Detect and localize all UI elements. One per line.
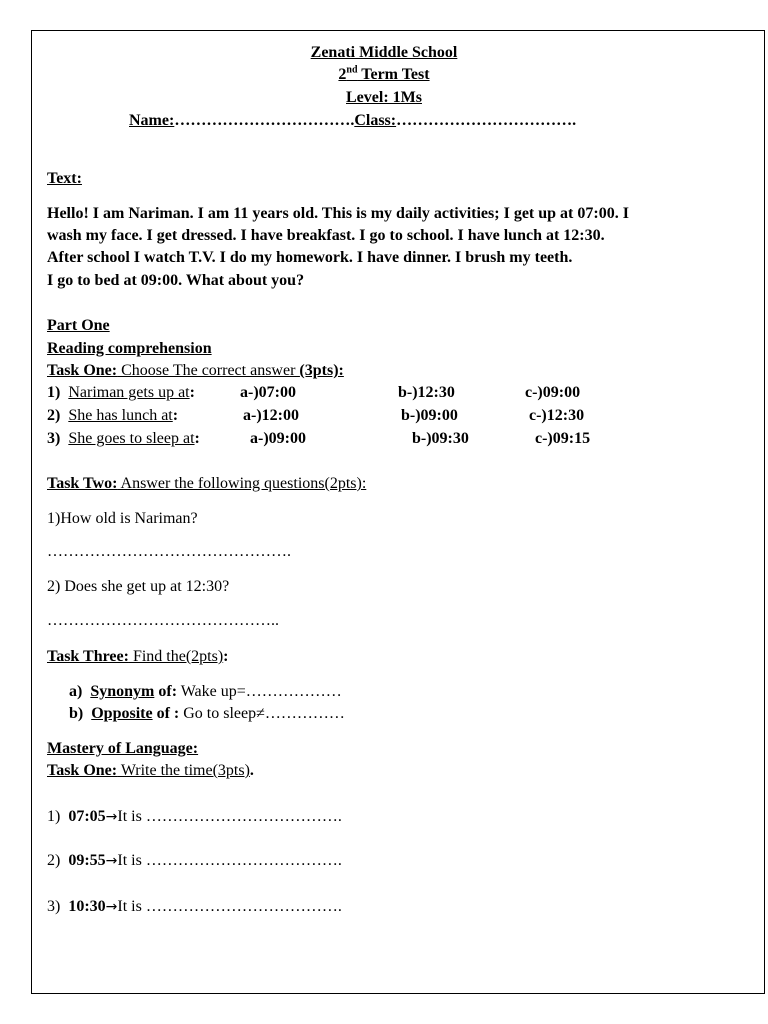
question-1-option-c[interactable]: c-)09:00	[525, 384, 581, 401]
text-heading	[47, 170, 82, 188]
question-3	[47, 430, 200, 448]
mastery-task-one-label: Task One:	[47, 762, 118, 779]
question-3-colon: :	[194, 430, 200, 447]
reading-comprehension-text: Reading comprehension	[47, 340, 212, 357]
task-two-answer-2-blank[interactable]: ……………………………………..	[47, 612, 279, 629]
mastery-title	[47, 740, 198, 758]
reading-comprehension-title	[47, 340, 212, 358]
mastery-title-text: Mastery of Language:	[47, 740, 199, 757]
task-three-colon: :	[223, 648, 229, 665]
task-three-item-b	[69, 705, 345, 723]
task-three-instruction: Find the(2pts)	[128, 648, 224, 665]
term-rest: Term Test	[357, 66, 430, 83]
question-3-stem: She goes to sleep at	[68, 430, 195, 447]
question-3-number: 3)	[47, 430, 61, 447]
arrow-right-icon: →	[105, 899, 118, 915]
question-1-colon: :	[189, 384, 195, 401]
time-item-1-number: 1)	[47, 808, 61, 825]
school-name-text: Zenati Middle School	[310, 44, 458, 61]
part-one-title	[47, 317, 110, 335]
task-two-question-2: 2) Does she get up at 12:30?	[47, 578, 230, 595]
arrow-right-icon: →	[105, 809, 118, 825]
question-1-option-b[interactable]: b-)12:30	[398, 384, 455, 401]
task-three-heading	[47, 648, 229, 666]
term-number: 2	[338, 66, 347, 83]
question-1	[47, 384, 195, 402]
task-one-points: (3pts):	[299, 362, 344, 379]
class-label: Class:	[354, 112, 397, 129]
item-a-letter: a)	[69, 683, 83, 700]
question-1-stem: Nariman gets up at	[68, 384, 190, 401]
task-two-label: Task Two:	[47, 475, 118, 492]
question-2-option-a[interactable]: a-)12:00	[243, 407, 299, 424]
question-2-stem: She has lunch at	[68, 407, 173, 424]
question-3-option-b[interactable]: b-)09:30	[412, 430, 469, 447]
question-1-option-a[interactable]: a-)07:00	[240, 384, 296, 401]
question-2-number: 2)	[47, 407, 61, 424]
question-2-colon: :	[172, 407, 179, 424]
class-blank[interactable]: …………………………….	[396, 112, 577, 129]
task-three-item-a	[69, 683, 342, 701]
text-heading-label: Text:	[47, 170, 82, 187]
time-item-1-time: 07:05	[68, 808, 106, 825]
task-three-label: Task Three:	[47, 648, 129, 665]
time-item-2-blank[interactable]: It is ……………………………….	[117, 852, 342, 869]
time-item-2-time: 09:55	[68, 852, 106, 869]
question-2	[47, 407, 178, 425]
name-class-line	[129, 112, 576, 130]
term-suffix: nd	[346, 64, 358, 76]
opposite-of: of :	[152, 705, 180, 722]
mastery-task-one-instruction: Write the time(3pts)	[117, 762, 250, 779]
name-label: Name:	[129, 112, 175, 129]
text-line-2: wash my face. I get dressed. I have breakfast. I go to school. I have lunch at 12:30.	[47, 227, 605, 244]
question-3-option-c[interactable]: c-)09:15	[535, 430, 591, 447]
text-line-3: After school I watch T.V. I do my homework. I have dinner. I brush my teeth.	[47, 249, 573, 266]
task-one-instruction: Choose The correct answer	[117, 362, 300, 379]
opposite-blank[interactable]: Go to sleep≠……………	[179, 705, 345, 722]
question-3-option-a[interactable]: a-)09:00	[250, 430, 306, 447]
time-item-1	[47, 808, 342, 826]
text-line-1: Hello! I am Nariman. I am 11 years old. This is my daily activities; I get up at 07:00. I	[47, 205, 629, 222]
synonym-of: of:	[154, 683, 178, 700]
school-name	[0, 44, 768, 62]
time-item-1-blank[interactable]: It is ……………………………….	[117, 808, 342, 825]
task-one-heading	[47, 362, 344, 380]
synonym-label: Synonym	[90, 683, 155, 700]
arrow-right-icon: →	[105, 853, 118, 869]
name-blank[interactable]: …………………………….	[174, 112, 355, 129]
time-item-3	[47, 898, 342, 916]
opposite-label: Opposite	[91, 705, 153, 722]
mastery-task-one-dot: .	[249, 762, 254, 779]
question-1-number: 1)	[47, 384, 61, 401]
time-item-3-number: 3)	[47, 898, 61, 915]
level-text: Level: 1Ms	[346, 89, 422, 106]
task-two-question-1: 1)How old is Nariman?	[47, 510, 198, 527]
mastery-task-one-heading	[47, 762, 254, 780]
text-line-4: I go to bed at 09:00. What about you?	[47, 272, 305, 289]
level-line	[0, 89, 768, 107]
time-item-3-time: 10:30	[68, 898, 106, 915]
term-title	[0, 66, 768, 84]
synonym-blank[interactable]: Wake up=………………	[177, 683, 342, 700]
time-item-2-number: 2)	[47, 852, 61, 869]
question-2-option-c[interactable]: c-)12:30	[529, 407, 585, 424]
task-two-heading	[47, 475, 366, 493]
term-title-text	[338, 66, 429, 83]
time-item-3-blank[interactable]: It is ……………………………….	[117, 898, 342, 915]
question-2-option-b[interactable]: b-)09:00	[401, 407, 458, 424]
item-b-letter: b)	[69, 705, 84, 722]
task-two-answer-1-blank[interactable]: ……………………………………….	[47, 543, 291, 560]
time-item-2	[47, 852, 342, 870]
part-one-title-text: Part One	[47, 317, 110, 334]
task-two-instruction: Answer the following questions(2pts):	[117, 475, 367, 492]
task-one-label: Task One:	[47, 362, 118, 379]
